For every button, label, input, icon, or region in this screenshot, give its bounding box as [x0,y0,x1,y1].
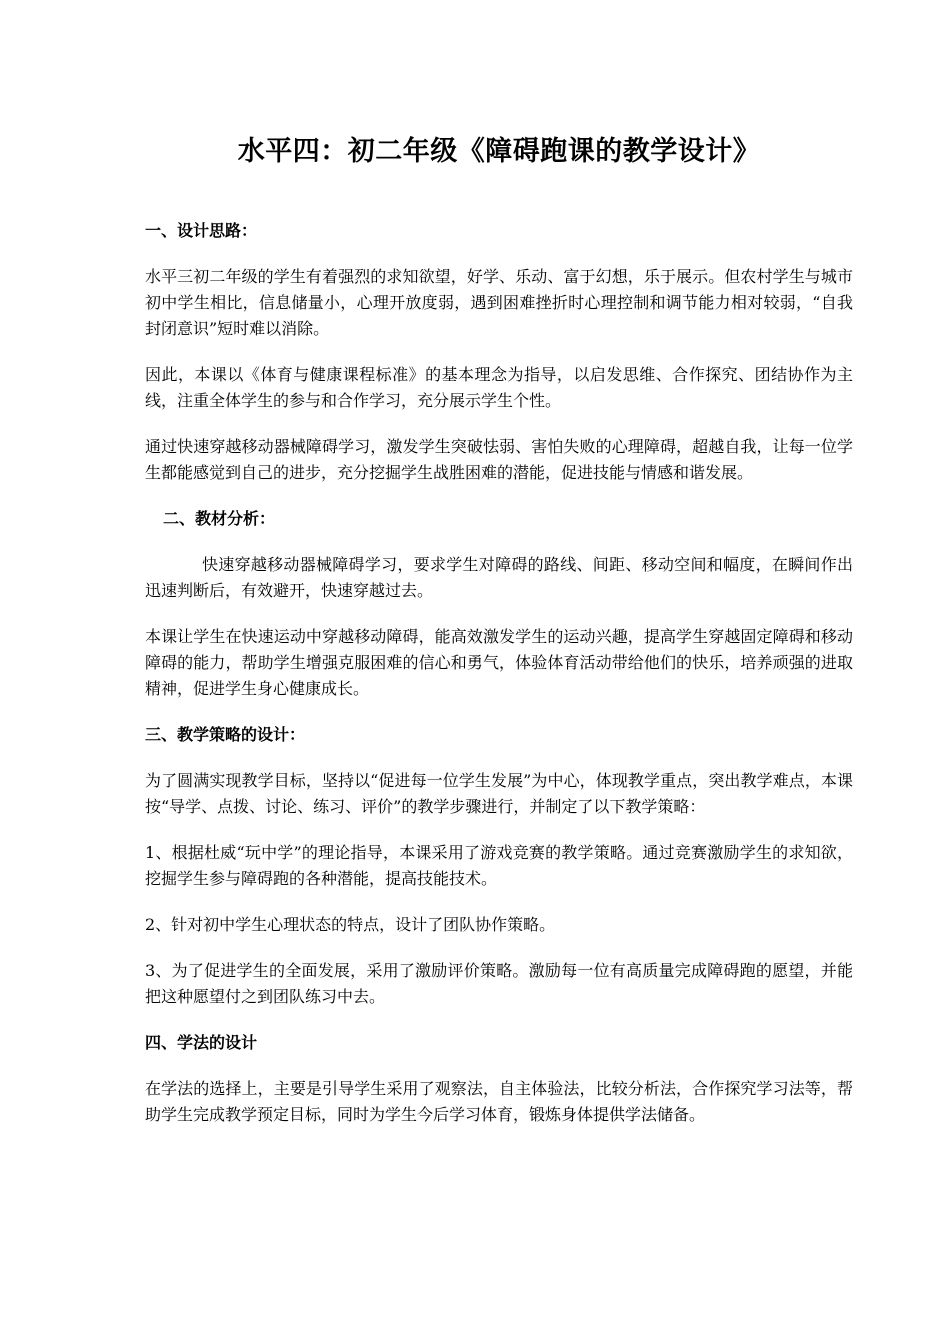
section-heading: 三、教学策略的设计： [145,725,306,744]
paragraph: 因此，本课以《体育与健康课程标准》的基本理念为指导，以启发思维、合作探究、团结协作为主线，注重全体学生的参与和合作学习，充分展示学生个性。 [145,365,853,410]
section-learning-method [145,1030,853,1128]
paragraph: 水平三初二年级的学生有着强烈的求知欲望，好学、乐动、富于幻想，乐于展示。但农村学生与城市初中学生相比，信息储量小，心理开放度弱，遇到困难挫折时心理控制和调节能力相对较弱，“自我封闭意识”短时难以消除。 [145,267,853,338]
paragraph: 快速穿越移动器械障碍学习，要求学生对障碍的路线、间距、移动空间和幅度，在瞬间作出迅速判断后，有效避开，快速穿越过去。 [145,555,853,600]
section-heading: 一、设计思路： [145,221,258,240]
section-material-analysis [145,506,853,702]
document-page [145,132,853,1148]
section-heading: 二、教材分析： [163,509,276,528]
paragraph: 在学法的选择上，主要是引导学生采用了观察法，自主体验法，比较分析法，合作探究学习法等，帮助学生完成教学预定目标，同时为学生今后学习体育，锻炼身体提供学法储备。 [145,1079,853,1124]
section-design-idea [145,218,853,486]
section-teaching-strategy [145,722,853,1010]
document-title: 水平四：初二年级《障碍跑课的教学设计》 [237,136,761,167]
paragraph: 为了圆满实现教学目标，坚持以“促进每一位学生发展”为中心，体现教学重点，突出教学难点，本课按“导学、点拨、讨论、练习、评价”的教学步骤进行，并制定了以下教学策略： [145,771,853,816]
paragraph: 通过快速穿越移动器械障碍学习，激发学生突破怯弱、害怕失败的心理障碍，超越自我，让每一位学生都能感觉到自己的进步，充分挖掘学生战胜困难的潜能，促进技能与情感和谐发展。 [145,437,853,482]
list-item: 3、为了促进学生的全面发展，采用了激励评价策略。激励每一位有高质量完成障碍跑的愿望，并能把这种愿望付之到团队练习中去。 [145,961,853,1006]
list-item: 1、根据杜威“玩中学”的理论指导，本课采用了游戏竞赛的教学策略。通过竞赛激励学生的求知欲，挖掘学生参与障碍跑的各种潜能，提高技能技术。 [145,843,853,888]
section-heading: 四、学法的设计 [145,1033,258,1052]
paragraph: 本课让学生在快速运动中穿越移动障碍，能高效激发学生的运动兴趣，提高学生穿越固定障碍和移动障碍的能力，帮助学生增强克服困难的信心和勇气，体验体育活动带给他们的快乐，培养顽强的进取精神，促进学生身心健康成长。 [145,627,853,698]
list-item: 2、针对初中学生心理状态的特点，设计了团队协作策略。 [145,915,556,934]
